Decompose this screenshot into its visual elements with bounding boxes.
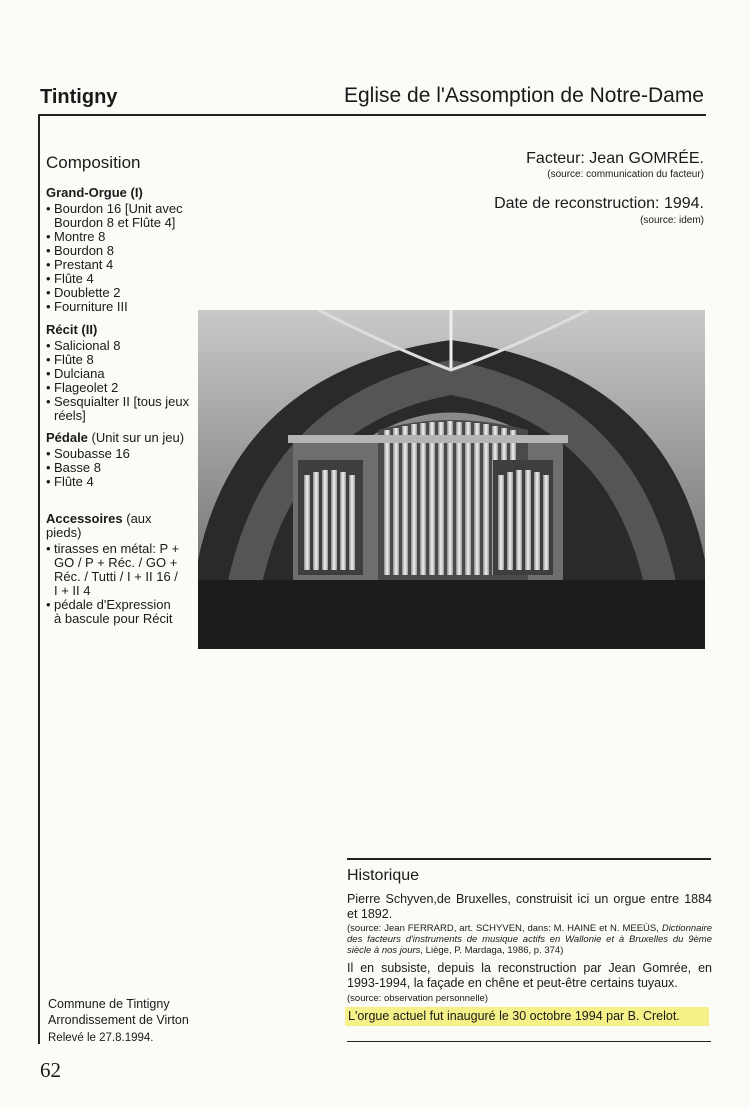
stop-list [46, 202, 206, 314]
stop-item: • Basse 8 [46, 461, 206, 475]
stop-list [46, 542, 181, 626]
source-lead: (source: Jean FERRARD, art. SCHYVEN, dans: M. HAINE et N. MEEÙS, [347, 923, 659, 934]
organ-photo-drawing [198, 310, 705, 649]
section-note: (aux pieds) [46, 511, 152, 540]
stop-item: • Soubasse 16 [46, 447, 206, 461]
left-margin-rule [38, 114, 40, 1044]
organ-photo [198, 310, 705, 649]
facteur-source: (source: communication du facteur) [547, 169, 704, 180]
church-name: Eglise de l'Assomption de Notre-Dame [343, 84, 704, 107]
recit-section [46, 323, 206, 423]
stop-item: • Flageolet 2 [46, 381, 206, 395]
town-name: Tintigny [40, 86, 118, 108]
historique-source-2: (source: observation personnelle) [347, 993, 488, 1004]
section-title: Accessoires [46, 511, 123, 526]
stop-item: • Dulciana [46, 367, 206, 381]
header-rule [38, 114, 706, 116]
commune-name: Commune de Tintigny [48, 997, 170, 1011]
facteur-value: Jean GOMRÉE. [589, 150, 704, 167]
stop-item: • Bourdon 16 [Unit avec Bourdon 8 et Flûte 4] [46, 202, 206, 230]
section-note: (Unit sur un jeu) [91, 430, 185, 445]
grand-orgue-section [46, 186, 206, 314]
accessoires-section [46, 512, 181, 626]
stop-item: • Flûte 4 [46, 475, 206, 489]
stop-item: • Flûte 4 [46, 272, 206, 286]
stop-item: • tirasses en métal: P + GO / P + Réc. / GO + Réc. / Tutti / I + II 16 / I + II 4 [46, 542, 181, 598]
stop-item: • Montre 8 [46, 230, 206, 244]
section-title: Grand-Orgue (I) [46, 185, 143, 200]
reconstruction-block [494, 195, 704, 226]
stop-item: • pédale d'Expression à bascule pour Récit [46, 598, 181, 626]
reconstruction-value: 1994. [663, 195, 704, 212]
commune-block [48, 996, 189, 1028]
stop-list [46, 447, 206, 489]
section-title: Pédale [46, 430, 88, 445]
page-number: 62 [40, 1058, 61, 1082]
source-tail: , Liège, P. Mardaga, 1986, p. 374) [420, 945, 564, 956]
historique-title: Historique [347, 867, 420, 884]
stop-list [46, 339, 206, 423]
historique-source-1 [347, 923, 712, 956]
stop-item: • Bourdon 8 [46, 244, 206, 258]
stop-item: • Prestant 4 [46, 258, 206, 272]
composition-title: Composition [46, 153, 141, 172]
stop-item: • Flûte 8 [46, 353, 206, 367]
historique-paragraph-1: Pierre Schyven,de Bruxelles, construisit ici un orgue entre 1884 et 1892. [347, 892, 712, 921]
reconstruction-label: Date de reconstruction: [494, 195, 660, 212]
inauguration-highlight: L'orgue actuel fut inauguré le 30 octobre 1994 par B. Crelot. [345, 1007, 709, 1026]
stop-item: • Sesquialter II [tous jeux réels] [46, 395, 206, 423]
historique-rule [347, 858, 711, 860]
arrondissement-name: Arrondissement de Virton [48, 1013, 189, 1027]
historique-bottom-rule [347, 1041, 711, 1042]
stop-item: • Salicional 8 [46, 339, 206, 353]
source-book-title: Dictionnaire des facteurs d'instruments de musique actifs en Wallonie et à Bruxelles du 9ème siècle à nos jours [347, 923, 712, 956]
facteur-block [526, 150, 704, 180]
releve-date: Relevé le 27.8.1994. [48, 1032, 154, 1044]
historique-paragraph-2: Il en subsiste, depuis la reconstruction par Jean Gomrée, en 1993-1994, la façade en chêne et peut-être certains tuyaux. [347, 961, 712, 990]
reconstruction-source: (source: idem) [640, 215, 704, 226]
section-title: Récit (II) [46, 322, 98, 337]
stop-item: • Fourniture III [46, 300, 206, 314]
facteur-label: Facteur: [526, 150, 585, 167]
pedale-section [46, 431, 206, 489]
stop-item: • Doublette 2 [46, 286, 206, 300]
